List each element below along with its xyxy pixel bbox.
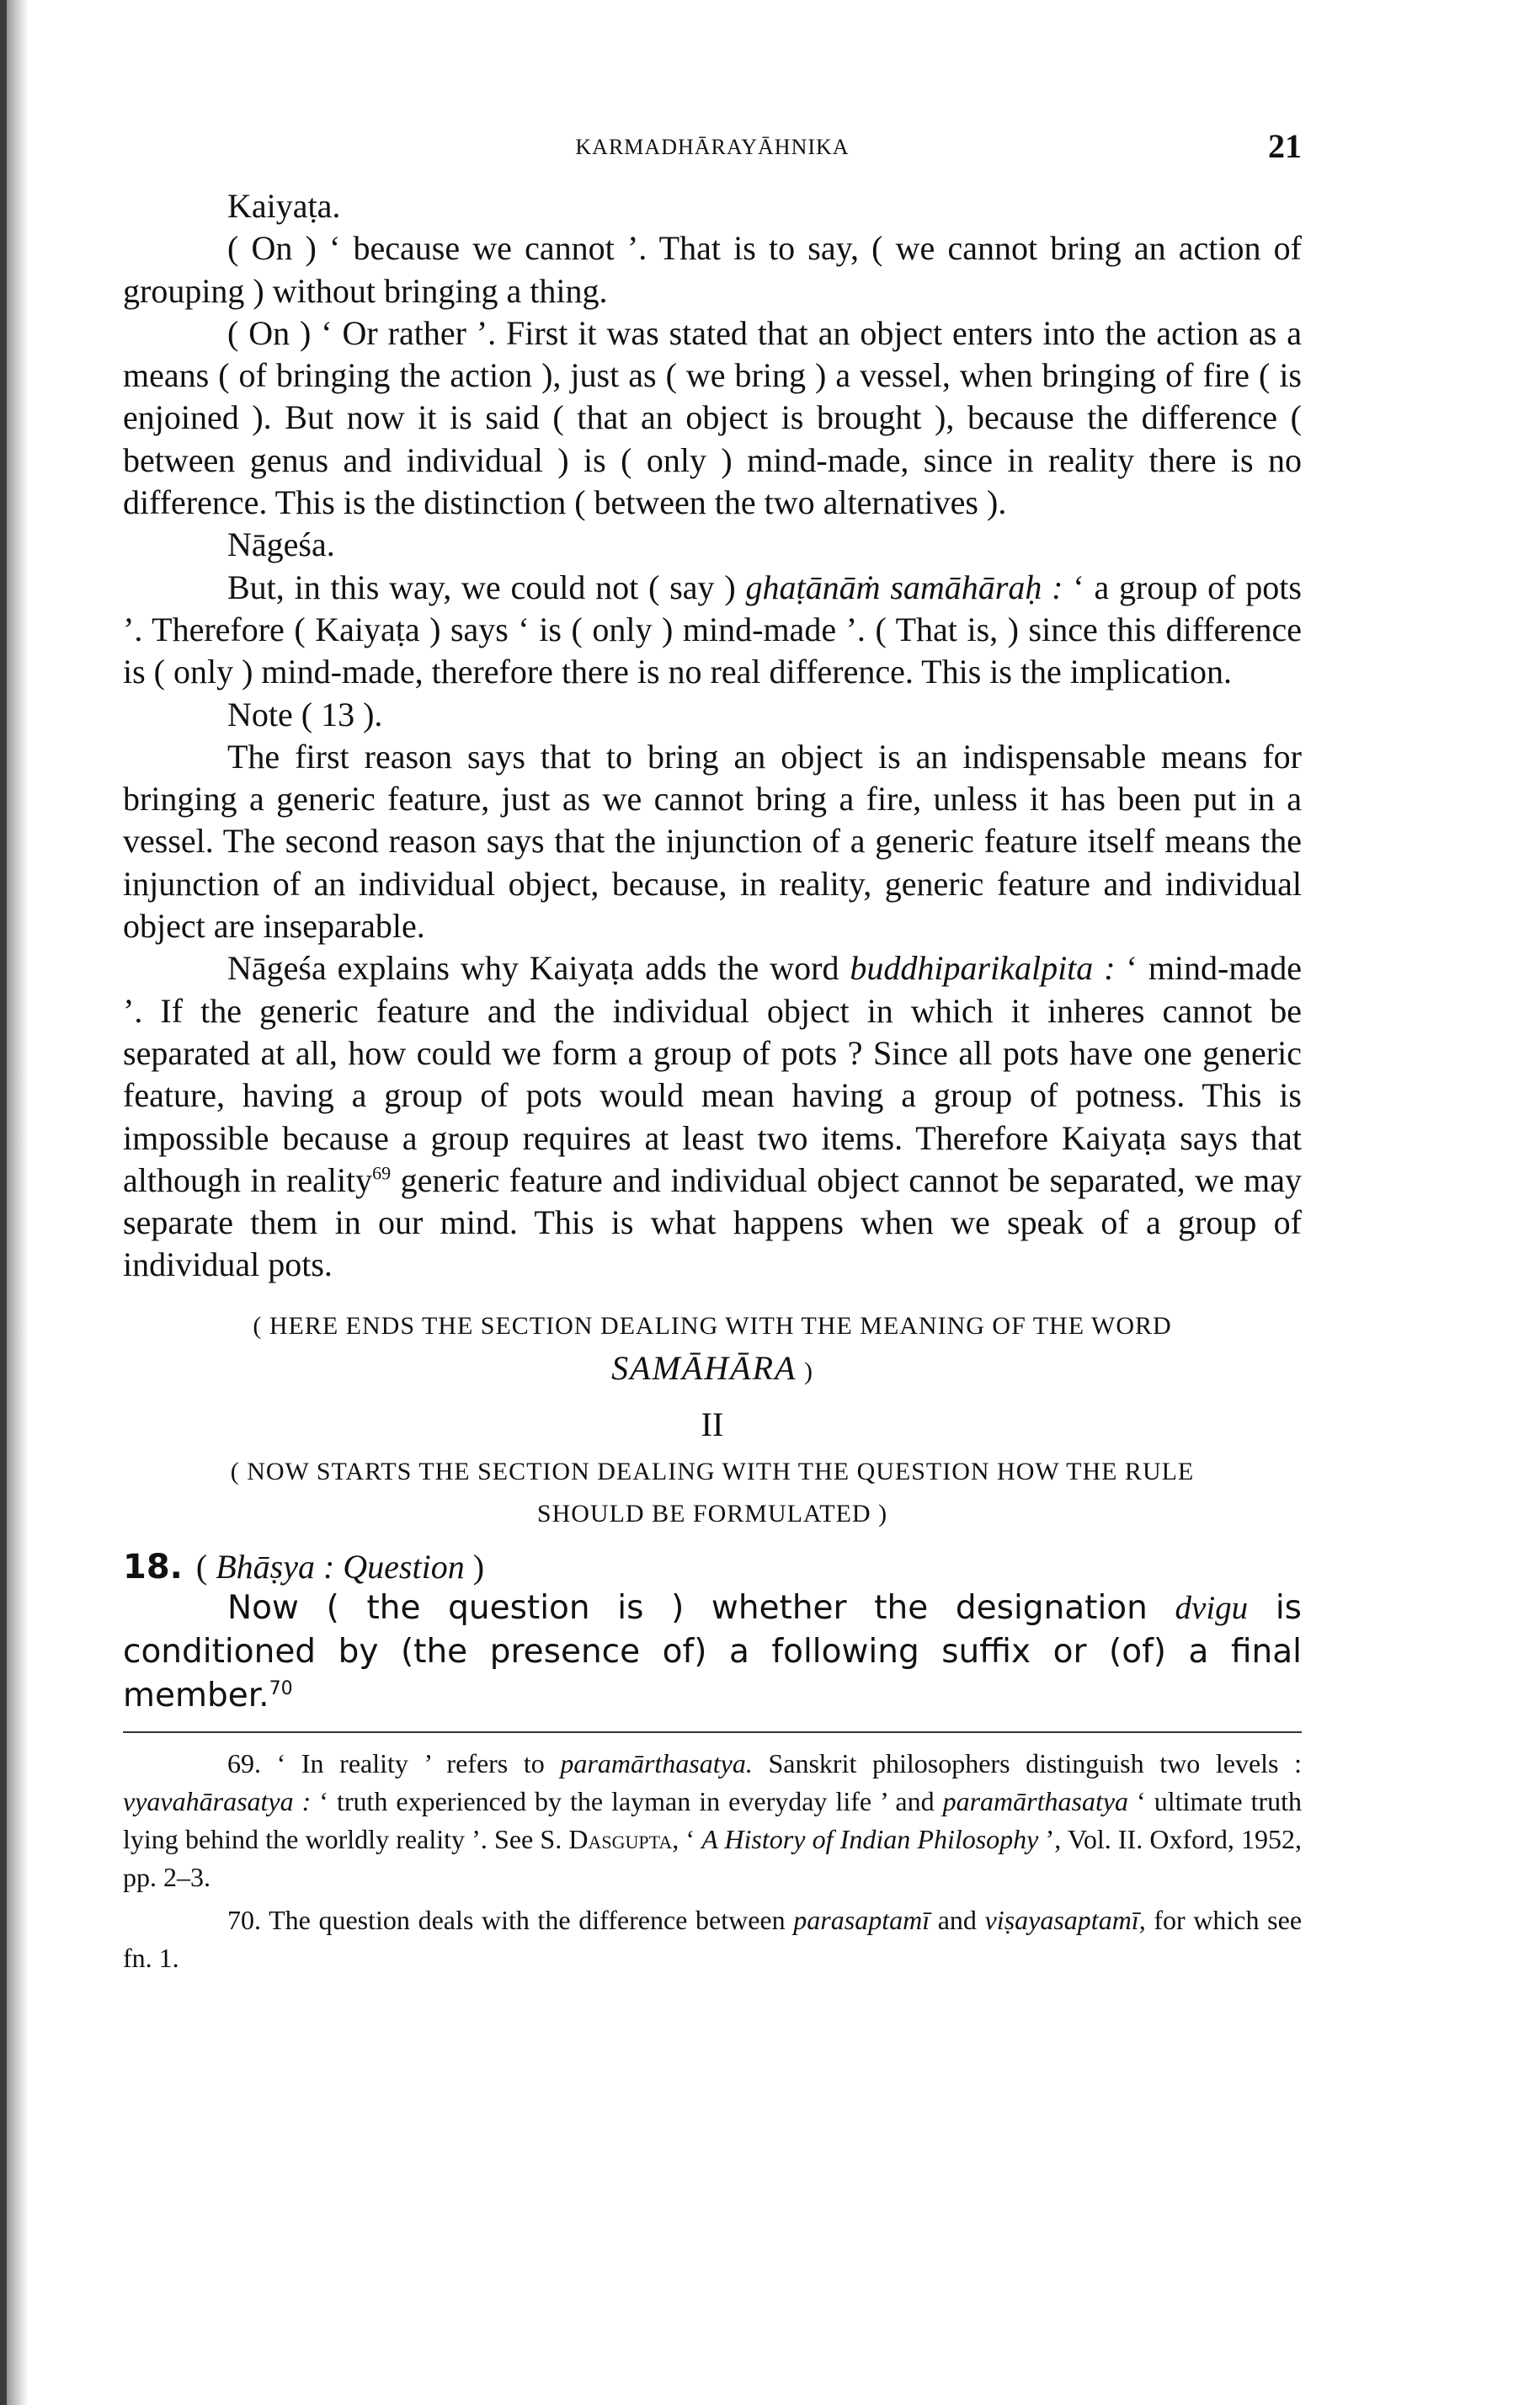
footnote-ref-69: 69 — [372, 1162, 392, 1184]
fn69-text-f: ’, Vol. II. Oxford, 1952, pp. 2–3. — [123, 1823, 1303, 1892]
question-text-block — [123, 1586, 1302, 1718]
note-p2-sanskrit-term: buddhiparikalpita : — [850, 949, 1116, 988]
section-end-notice — [123, 1305, 1302, 1393]
footnote-69 — [123, 1745, 1302, 1896]
section-start-line-1: ( NOW STARTS THE SECTION DEALING WITH THE QUESTION HOW THE RULE — [230, 1457, 1195, 1485]
fn69-text-e: , ‘ — [672, 1823, 702, 1854]
fn69-term-2: vyavahārasatya : — [123, 1785, 312, 1816]
book-spine-edge — [0, 0, 7, 2405]
note-p2-text-b: ‘ mind-made ’. If the generic feature and the individual object in which it inheres cannot be separated at all, how could we form a group of pots ? Since all pots have one generic feature, having a group of pots would mean having a group of potness. This is impossible because a group requires at least two items. Therefore Kaiyaṭa says that although in reality — [123, 949, 1302, 1199]
question-term: dvigu — [1175, 1589, 1249, 1626]
question-label-open: ( — [195, 1547, 216, 1586]
question-text-b: is conditioned by (the presence of) a following suffix or (of) a final member. — [123, 1588, 1302, 1714]
question-label: Bhāṣya : Question — [216, 1547, 465, 1586]
fn69-text-b: Sanskrit philosophers distinguish two levels : — [752, 1747, 1303, 1778]
fn69-text-a: ‘ In reality ’ refers to — [261, 1747, 561, 1778]
kaiyata-paragraph-1: ( On ) ‘ because we cannot ’. That is to say, ( we cannot bring an action of grouping ) without bringing a thing. — [123, 229, 1302, 310]
note-paragraph-1: The first reason says that to bring an object is an indispensable means for bringing a generic feature, just as we cannot bring a fire, unless it has been put in a vessel. The second reason says that the injunction of a generic feature itself means the injunction of an individual object, because, in reality, generic feature and individual object are inseparable. — [123, 737, 1302, 946]
fn70-number: 70. — [227, 1904, 261, 1935]
footnote-70 — [123, 1901, 1302, 1977]
fn69-term-3: paramārthasatya — [942, 1785, 1129, 1816]
section-end-line: ( HERE ENDS THE SECTION DEALING WITH THE MEANING OF THE WORD — [253, 1311, 1172, 1340]
nagesa-text-a: But, in this way, we could not ( say ) — [227, 568, 746, 606]
section-start-notice — [123, 1451, 1302, 1535]
kaiyata-heading: Kaiyaṭa. — [227, 187, 341, 225]
fn69-book-title: A History of Indian Philosophy — [701, 1823, 1039, 1854]
question-number: 18. — [123, 1547, 183, 1586]
question-heading — [123, 1547, 1302, 1586]
nagesa-text-b: ‘ a group of pots ’. Therefore ( Kaiyaṭa ) says ‘ is ( only ) mind-made ’. ( That is, ) since this difference is ( only ) mind-made, therefore there is no real difference. This is the implication. — [123, 568, 1302, 691]
fn70-text-a: The question deals with the difference between — [261, 1904, 794, 1935]
note-p2-text-c: generic feature and individual object cannot be separated, we may separate them in our mind. This is what happens when we speak of a group of individual pots. — [123, 1160, 1302, 1284]
footnotes — [123, 1745, 1302, 1977]
question-text-a: Now ( the question is ) whether the designation — [227, 1588, 1175, 1627]
page-number: 21 — [1268, 127, 1302, 165]
fn70-text-b: and — [930, 1904, 985, 1935]
page-header — [123, 126, 1302, 177]
nagesa-sanskrit-term: ghaṭānāṁ samāhāraḥ : — [745, 568, 1063, 606]
question-label-close: ) — [464, 1547, 485, 1586]
question-text — [123, 1586, 1302, 1718]
footnote-ref-70: 70 — [269, 1677, 293, 1699]
note-heading: Note ( 13 ). — [227, 695, 383, 733]
fn69-term-1: paramārthasatya. — [560, 1747, 753, 1778]
section-end-close: ) — [797, 1357, 813, 1385]
fn69-text-d: ‘ ultimate truth lying behind the worldly reality ’. See S. — [123, 1785, 1303, 1854]
nagesa-heading: Nāgeśa. — [227, 525, 335, 564]
fn70-term-2: viṣayasaptamī, — [984, 1904, 1146, 1935]
note-paragraph-2 — [123, 947, 1302, 1286]
running-head: KARMADHĀRAYĀHNIKA — [575, 135, 850, 159]
footnote-rule — [123, 1731, 1302, 1733]
section-start-line-2: SHOULD BE FORMULATED ) — [536, 1499, 888, 1528]
kaiyata-paragraph-2: ( On ) ‘ Or rather ’. First it was stated that an object enters into the action as a means ( of bringing the action ), just as ( we bring ) a vessel, when bringing of fire ( is enjoined ). But now it is said ( that an object is brought ), because the difference ( between genus and individual ) is ( only ) mind-made, since in reality there is no difference. This is the distinction ( between the two alternatives ). — [123, 313, 1302, 522]
main-text — [123, 185, 1302, 1287]
fn69-author: Dasgupta — [568, 1823, 673, 1854]
fn70-text-c: for which see fn. 1. — [123, 1904, 1303, 1973]
fn70-term-1: parasaptamī — [793, 1904, 930, 1935]
section-number: II — [701, 1405, 724, 1443]
fn69-number: 69. — [227, 1747, 261, 1778]
page — [123, 126, 1302, 1982]
section-end-term: SAMĀHĀRA — [611, 1348, 797, 1387]
nagesa-paragraph — [123, 567, 1302, 694]
note-p2-text-a: Nāgeśa explains why Kaiyaṭa adds the word — [227, 949, 850, 988]
fn69-text-c: ‘ truth experienced by the layman in everyday life ’ and — [311, 1785, 943, 1816]
